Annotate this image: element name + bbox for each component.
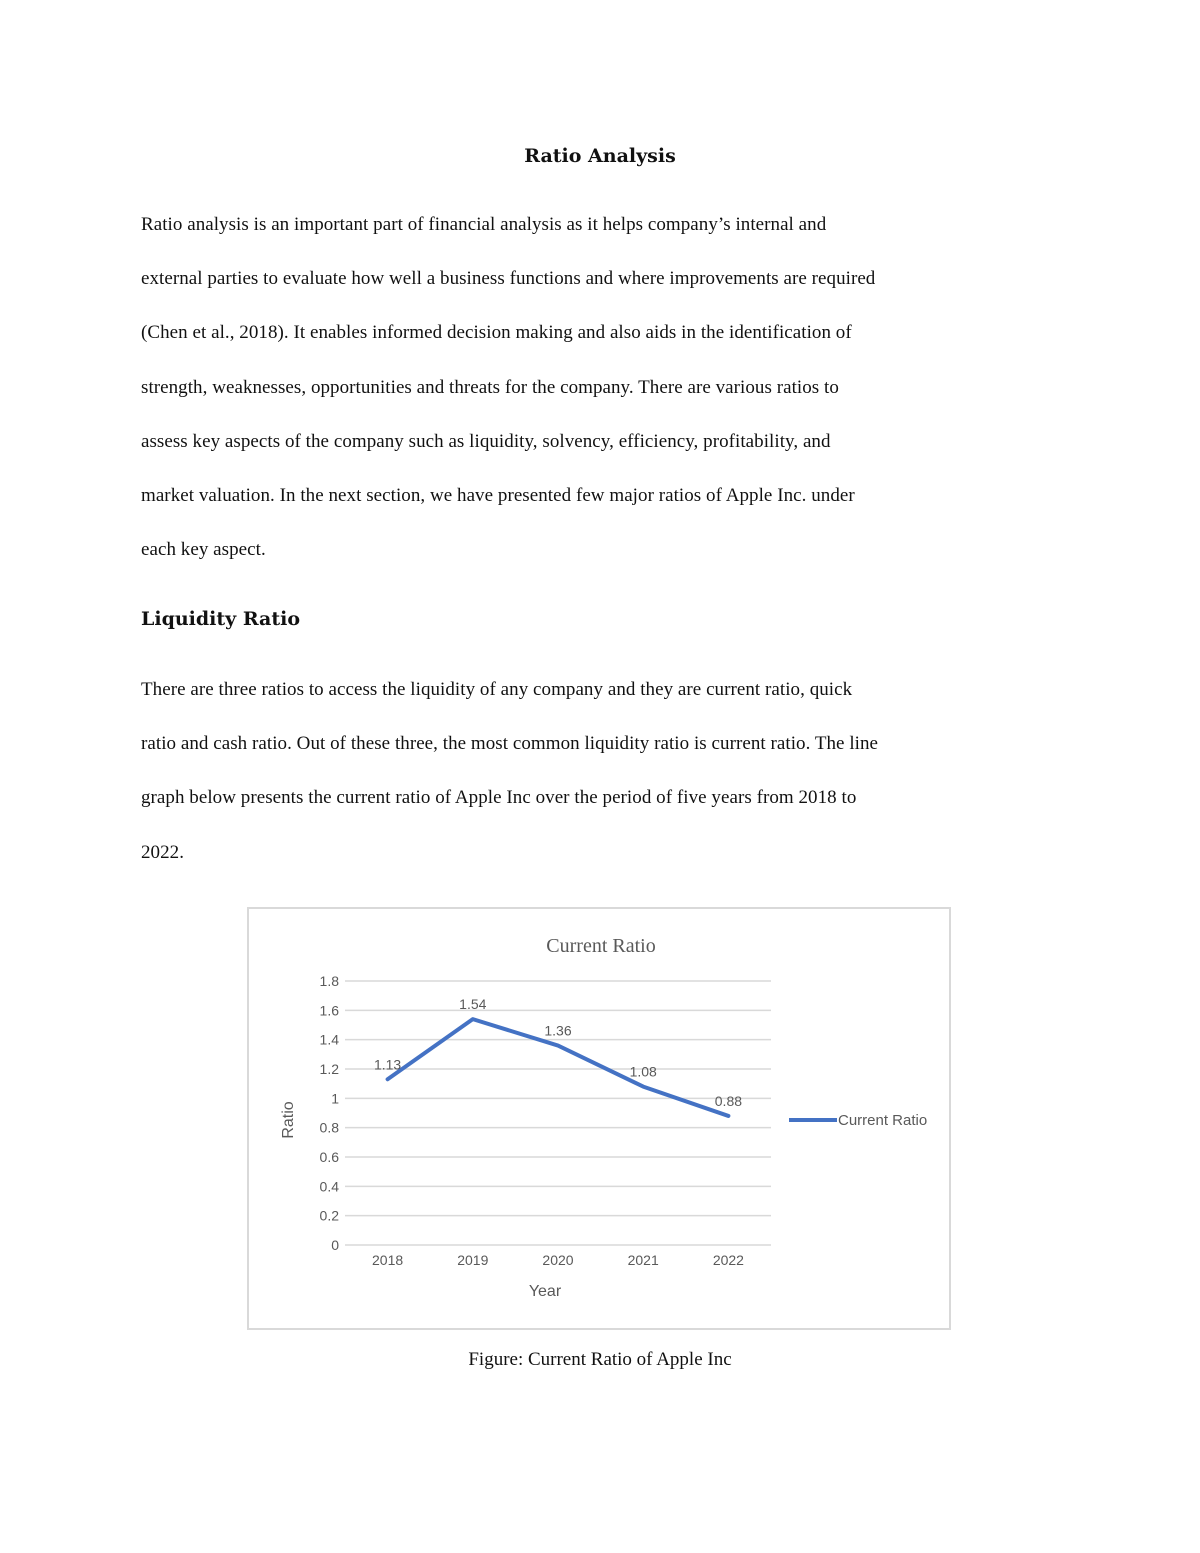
legend-label: Current Ratio (838, 1112, 928, 1129)
chart-legend (789, 1112, 927, 1129)
paragraph-line: 2022. (141, 841, 184, 863)
y-tick-label: 0.2 (319, 1207, 339, 1224)
x-tick-label: 2021 (627, 1252, 659, 1268)
data-label: 1.08 (629, 1063, 657, 1080)
x-tick-label: 2020 (542, 1252, 574, 1268)
data-label: 1.54 (459, 996, 487, 1013)
paragraph-line: ratio and cash ratio. Out of these three, the most common liquidity ratio is current ratio. The line (141, 733, 879, 755)
paragraph-line: There are three ratios to access the liquidity of any company and they are current ratio, quick (141, 679, 853, 700)
paragraph-line: external parties to evaluate how well a business functions and where improvements are required (141, 268, 876, 290)
intro-paragraph (141, 211, 1059, 590)
page-title: Ratio Analysis (524, 145, 676, 167)
y-tick-label: 0 (331, 1237, 339, 1253)
y-axis-label: Ratio (280, 1101, 297, 1139)
figure-caption: Figure: Current Ratio of Apple Inc (468, 1349, 732, 1370)
chart-canvas (249, 909, 949, 1328)
liquidity-paragraph (141, 676, 1059, 893)
paragraph-line: each key aspect. (141, 539, 266, 561)
y-axis-ticks (320, 973, 340, 1253)
paragraph-line: strength, weaknesses, opportunities and threats for the company. There are various ratios to (141, 376, 839, 398)
line-chart (247, 907, 951, 1330)
paragraph-line: (Chen et al., 2018). It enables informed decision making and also aids in the identification of (141, 322, 852, 344)
y-tick-label: 1.4 (319, 1031, 339, 1048)
data-label: 1.13 (373, 1056, 402, 1073)
data-label: 1.36 (544, 1022, 572, 1039)
y-tick-label: 0.6 (319, 1149, 339, 1165)
paragraph-line: market valuation. In the next section, we have presented few major ratios of Apple Inc. under (141, 484, 855, 506)
x-tick-label: 2019 (457, 1252, 489, 1268)
y-tick-label: 1 (331, 1090, 339, 1107)
data-label: 0.88 (714, 1092, 743, 1109)
x-axis-ticks (372, 1252, 744, 1268)
paragraph-line: assess key aspects of the company such as liquidity, solvency, efficiency, profitability, and (141, 430, 831, 452)
paragraph-line: graph below presents the current ratio of Apple Inc over the period of five years from 2018 to (141, 787, 857, 809)
paragraph-line: Ratio analysis is an important part of financial analysis as it helps company’s internal and (141, 214, 827, 235)
chart-title: Current Ratio (546, 935, 656, 957)
section-heading: Liquidity Ratio (141, 608, 301, 630)
y-tick-label: 1.2 (319, 1061, 339, 1077)
gridlines (345, 981, 771, 1245)
y-tick-label: 0.4 (319, 1178, 339, 1195)
y-tick-label: 1.6 (319, 1002, 339, 1019)
x-tick-label: 2018 (372, 1252, 404, 1268)
y-tick-label: 1.8 (319, 973, 339, 989)
x-axis-label: Year (528, 1283, 562, 1300)
data-labels (374, 996, 742, 1109)
x-tick-label: 2022 (712, 1252, 744, 1268)
y-tick-label: 0.8 (319, 1119, 339, 1136)
